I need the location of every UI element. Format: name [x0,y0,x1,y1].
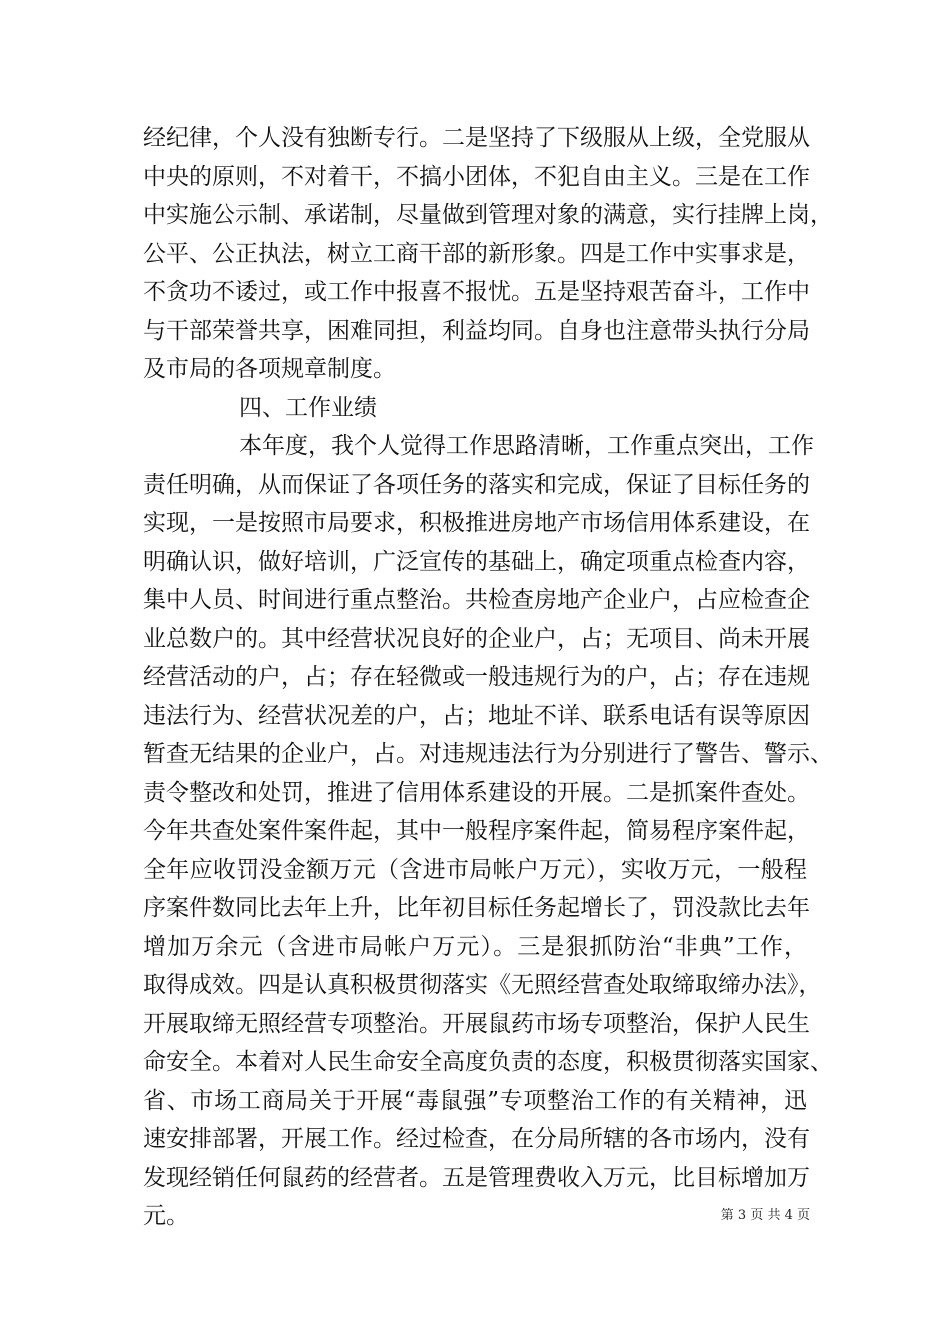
text-line: 经营活动的户，占；存在轻微或一般违规行为的户，占；存在违规 [143,664,810,690]
text-line: 责任明确，从而保证了各项任务的落实和完成，保证了目标任务的 [143,471,810,498]
text-line: 业总数户的。其中经营状况良好的企业户，占；无项目、尚未开展 [143,625,810,652]
document-body [143,119,833,1236]
text-line: 经纪律，个人没有独断专行。二是坚持了下级服从上级，全党服从 [143,125,810,151]
text-line: 及市局的各项规章制度。 [143,356,396,382]
text-line: 速安排部署，开展工作。经过检查，在分局所辖的各市场内，没有 [143,1126,810,1152]
text-line: 序案件数同比去年上升，比年初目标任务起增长了，罚没款比去年 [143,895,810,921]
text-line: 中实施公示制、承诺制，尽量做到管理对象的满意，实行挂牌上岗， [143,202,833,228]
text-line: 今年共查处案件案件起，其中一般程序案件起，简易程序案件起， [143,818,810,844]
page-number: 第 3 页 共 4 页 [720,1208,810,1223]
text-line: 取得成效。四是认真积极贯彻落实《无照经营查处取缔取缔办法》， [143,972,822,998]
text-line: 责令整改和处罚，推进了信用体系建设的开展。二是抓案件查处。 [143,779,810,806]
text-line: 全年应收罚没金额万元（含进市局帐户万元），实收万元，一般程 [143,856,807,883]
text-line: 与干部荣誉共享，困难同担，利益均同。自身也注意带头执行分局 [143,317,810,344]
text-line: 发现经销任何鼠药的经营者。五是管理费收入万元，比目标增加万 [143,1164,810,1191]
section-heading: 四、工作业绩 [239,394,377,421]
text-line: 公平、公正执法，树立工商干部的新形象。四是工作中实事求是， [143,240,810,267]
text-line: 暂查无结果的企业户，占。对违规违法行为分别进行了警告、警示、 [143,741,833,767]
text-line: 增加万余元（含进市局帐户万元）。三是狠抓防治“非典”工作， [143,933,807,960]
text-line: 实现，一是按照市局要求，积极推进房地产市场信用体系建设，在 [143,510,810,536]
paragraph-first-line: 本年度，我个人觉得工作思路清晰，工作重点突出，工作 [239,433,814,459]
text-line: 中央的原则，不对着干，不搞小团体，不犯自由主义。三是在工作 [143,163,810,190]
text-line: 省、市场工商局关于开展“毒鼠强”专项整治工作的有关精神，迅 [143,1087,807,1114]
text-line: 命安全。本着对人民生命安全高度负责的态度，积极贯彻落实国家、 [143,1049,833,1075]
text-line: 开展取缔无照经营专项整治。开展鼠药市场专项整治，保护人民生 [143,1010,810,1037]
text-line: 元。 [143,1203,189,1229]
text-line: 集中人员、时间进行重点整治。共检查房地产企业户，占应检查企 [143,587,810,613]
text-line: 明确认识，做好培训，广泛宣传的基础上，确定项重点检查内容， [143,548,810,575]
text-line: 不贪功不诿过，或工作中报喜不报忧。五是坚持艰苦奋斗，工作中 [143,279,810,305]
text-line: 违法行为、经营状况差的户，占；地址不详、联系电话有误等原因 [143,702,810,729]
